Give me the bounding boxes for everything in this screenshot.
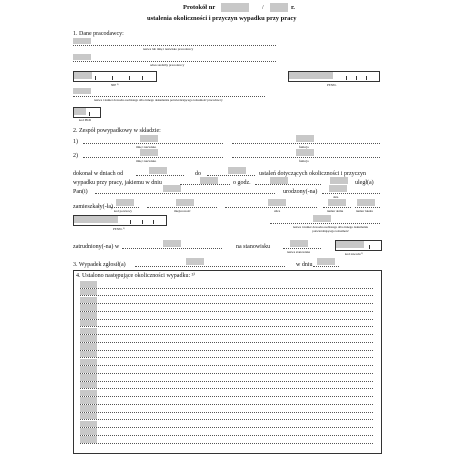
member2-function-line	[232, 157, 380, 158]
circumstance-line	[80, 435, 373, 436]
house-number-field[interactable]	[328, 199, 346, 206]
nip-divider	[95, 76, 96, 80]
reported-date-label: w dniu	[296, 262, 313, 268]
circumstance-line	[80, 288, 373, 289]
pesel-divider	[346, 76, 347, 80]
circumstance-line	[80, 419, 373, 420]
city-field[interactable]	[176, 199, 194, 206]
pkd-caption: kod PKD	[79, 118, 91, 122]
section3-heading: 3. Wypadek zgłosił(a)	[73, 262, 126, 268]
dates-purpose-text: ustaleń dotyczących okoliczności i przyczyn	[259, 171, 366, 177]
dates-to-field[interactable]	[228, 167, 246, 174]
circumstance-line	[80, 381, 373, 382]
born-date-line	[322, 193, 380, 194]
house-number-line	[323, 207, 351, 208]
accident-date-field[interactable]	[200, 177, 218, 184]
section1-heading: 1. Dane pracodawcy:	[73, 31, 124, 37]
protocol-year-field[interactable]	[270, 3, 288, 12]
nip-divider	[129, 76, 130, 80]
circumstance-line	[80, 342, 373, 343]
circumstance-line	[80, 311, 373, 312]
reported-by-line	[135, 266, 285, 267]
position-label: na stanowisku	[236, 244, 271, 250]
circumstance-line	[80, 326, 373, 327]
employer-pesel-caption: PESEL	[327, 83, 337, 87]
dates-to-line	[207, 175, 255, 176]
reported-date-line	[313, 266, 339, 267]
member1-function-line	[232, 143, 380, 144]
city-caption: miejscowość	[174, 209, 191, 213]
circumstance-line	[80, 396, 373, 397]
member1-name-line	[83, 143, 223, 144]
employed-label: zatrudniony(-na) w	[73, 244, 120, 250]
employer-doc-line	[73, 96, 265, 97]
circumstance-line	[80, 365, 373, 366]
member1-number: 1)	[73, 139, 78, 145]
born-label: urodzony(-na)	[283, 189, 318, 195]
employer-name-field[interactable]	[73, 38, 91, 44]
dates-from-line	[136, 175, 184, 176]
employer-doc-caption: nazwa i numer dowodu osobistego albo innego dokumentu potwierdzającego tożsamość pracodawcy	[94, 98, 223, 102]
nip-caption: NIP ¹⁾	[111, 83, 119, 87]
member2-name-line	[83, 157, 223, 158]
circumstance-line	[80, 427, 373, 428]
street-field[interactable]	[268, 199, 286, 206]
member2-name-caption: imię i nazwisko	[136, 159, 157, 163]
circumstance-line	[80, 373, 373, 374]
circumstance-line	[80, 404, 373, 405]
section4-heading: 4. Ustalono następujące okoliczności wypadku: ³⁾	[76, 273, 195, 279]
circumstance-line	[80, 334, 373, 335]
member2-name-field[interactable]	[140, 149, 158, 156]
employed-at-field[interactable]	[163, 240, 181, 247]
position-caption: nazwa stanowiska	[287, 250, 311, 254]
employed-at-line	[122, 248, 222, 249]
pesel-divider	[130, 220, 131, 224]
member1-name-field[interactable]	[140, 135, 158, 142]
victim-doc-field[interactable]	[313, 215, 331, 222]
section2-heading: 2. Zespół powypadkowy w składzie:	[73, 128, 161, 134]
employer-name-line	[73, 45, 276, 46]
flat-number-line	[355, 207, 380, 208]
accident-hour-label: o godz.	[233, 180, 251, 186]
flat-number-field[interactable]	[357, 199, 375, 206]
nip-field[interactable]	[74, 72, 92, 79]
street-line	[225, 207, 317, 208]
employer-pesel-field[interactable]	[289, 72, 333, 79]
residence-label: zamieszkały(-ła)	[73, 204, 113, 210]
postcode-caption: kod pocztowy	[114, 209, 132, 213]
position-line	[283, 248, 321, 249]
person-label: Pan(i)	[73, 189, 88, 195]
circumstance-line	[80, 357, 373, 358]
accident-hour-line	[255, 184, 321, 185]
reported-by-field[interactable]	[186, 258, 204, 265]
reported-date-field[interactable]	[317, 258, 335, 265]
suffered-gender-field[interactable]	[330, 177, 348, 184]
circumstance-line	[80, 303, 373, 304]
house-number-caption: numer domu	[327, 209, 344, 213]
occupation-code-field[interactable]	[336, 241, 364, 248]
member1-function-caption: funkcja	[299, 145, 309, 149]
employer-address-line	[73, 61, 276, 62]
circumstance-line	[80, 350, 373, 351]
member1-function-field[interactable]	[296, 135, 314, 142]
city-line	[147, 207, 217, 208]
member1-name-caption: imię i nazwisko	[136, 145, 157, 149]
flat-number-caption: numer lokalu	[356, 209, 373, 213]
circumstance-line	[80, 295, 373, 296]
accident-date-line	[180, 184, 230, 185]
pkd-field[interactable]	[74, 108, 86, 115]
protocol-year-suffix: r.	[291, 4, 295, 11]
accident-hour-field[interactable]	[270, 177, 288, 184]
pesel-divider	[142, 220, 143, 224]
protocol-number-field[interactable]	[221, 3, 249, 12]
person-name-line	[95, 193, 275, 194]
pkd-divider	[89, 112, 90, 116]
employer-address-caption: adres siedziby pracodawcy	[150, 63, 185, 67]
dates-to-label: do	[195, 171, 201, 177]
victim-pesel-caption: PESEL ¹⁾	[113, 227, 125, 231]
circumstance-line	[80, 443, 373, 444]
code-divider	[369, 245, 370, 249]
suffered-label: uległ(a)	[355, 180, 374, 186]
circumstance-line	[80, 319, 373, 320]
street-caption: ulica	[274, 209, 281, 213]
pesel-divider	[366, 76, 367, 80]
pesel-divider	[153, 220, 154, 224]
employer-doc-field[interactable]	[73, 88, 91, 94]
nip-divider	[112, 76, 113, 80]
victim-pesel-field[interactable]	[74, 216, 118, 223]
victim-doc-line	[270, 223, 380, 224]
member2-function-caption: funkcja	[299, 159, 309, 163]
member2-number: 2)	[73, 153, 78, 159]
position-field[interactable]	[290, 240, 308, 247]
protocol-title-label: Protokół nr	[183, 4, 216, 11]
victim-doc-caption: nazwa i numer dowodu osobistego albo innego dokumentu potwierdzającego tożsamość	[292, 225, 369, 233]
employer-name-caption: nazwa lub imię i nazwisko pracodawcy	[143, 47, 194, 51]
employer-address-field[interactable]	[73, 54, 91, 60]
born-date-caption: data	[333, 195, 339, 199]
protocol-number-separator: /	[262, 5, 264, 11]
occupation-code-caption: kod zawodu ²⁾	[345, 252, 364, 256]
postcode-field[interactable]	[116, 199, 134, 206]
accident-date-label: wypadku przy pracy, jakiemu w dniu	[73, 180, 162, 186]
circumstance-line	[80, 412, 373, 413]
dates-from-label: dokonał w dniach od	[73, 171, 124, 177]
member2-function-field[interactable]	[296, 149, 314, 156]
postcode-line	[111, 207, 139, 208]
pesel-divider	[356, 76, 357, 80]
born-date-field[interactable]	[329, 185, 347, 192]
protocol-subtitle: ustalenia okoliczności i przyczyn wypadku przy pracy	[147, 15, 297, 22]
dates-from-field[interactable]	[149, 167, 167, 174]
person-name-field[interactable]	[163, 185, 181, 192]
nip-divider	[142, 76, 143, 80]
circumstance-line	[80, 388, 373, 389]
